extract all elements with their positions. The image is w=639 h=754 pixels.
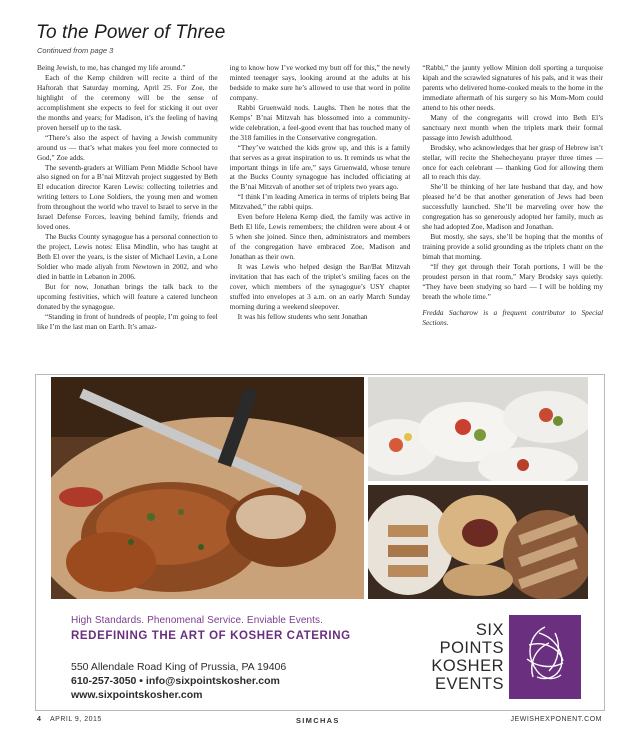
paragraph: The seventh-graders at William Penn Middle School have also signed on for a B’nai Mitzvah project suggested by Beth El education director Karen Lewis: collecting toiletries and writing letters to Lone Soldiers, the young men and women from throughout the world who travel to Israel to serve in the Israel Defense Forces, leaving behind family, friends and loved ones. xyxy=(37,162,218,232)
paragraph: “Standing in front of hundreds of people, I’m going to feel like I’m the last man on Earth. It’s amaz- xyxy=(37,311,218,331)
paragraph: Many of the congregants will crowd into Beth El’s sanctuary next month when the triplets mark their formal passage into Jewish adulthood. xyxy=(422,112,604,142)
brand-wordmark xyxy=(404,621,504,693)
page-number: 4 xyxy=(37,716,41,723)
paragraph: ing to know how I’ve worked my butt off for this,” the newly minted teenager says, looking around at the adults at his bedside to make sure he’s allowed to use that word in polite company. xyxy=(229,63,411,102)
food-photo-collage xyxy=(51,377,588,599)
paragraph: Being Jewish, to me, has changed my life around.” xyxy=(37,63,186,72)
paragraph: “There’s also the aspect of having a Jewish community around us — that’s what makes you feel more connected to God,” Zoe adds. xyxy=(37,132,218,162)
paragraph: Rabbi Gruenwald nods. Laughs. Then he notes that the Kemps’ B’nai Mitzvah has blossomed into a community-wide celebration, a feel-good event that has touched many of the 318 families in the Conservative congregation. xyxy=(229,102,411,142)
paragraph: “Rabbi,” the jaunty yellow Minion doll sporting a turquoise kipah and the scrawled signatures of his pals, and it was their parents who delivered home-cooked meals to the home in the immediate aftermath of his surgery so his Mom-Mom could attend to his other needs. xyxy=(422,63,604,112)
paragraph: She’ll be thinking of her late husband that day, and how pleased he’d be that another generation of Jews had been successfully launched. She’ll be marveling over how the congregation has so generously adopted her family, much as she had adopted Zoe, Madison and Jonathan. xyxy=(422,182,604,232)
brand-line: EVENTS xyxy=(434,675,504,693)
brand-line: SIX xyxy=(475,621,504,639)
catering-advertisement xyxy=(35,374,605,711)
page-footer xyxy=(0,716,639,728)
article-body xyxy=(37,63,603,368)
paragraph: “They’ve watched the kids grow up, and this is a family that serves as a great inspiration to us. It reminds us what the important things in life are,” says Gruenwald, whose tenure at the Bucks County synagogue has included officiating at the B’nai Mitzvah of another set of triplets two years ago. xyxy=(229,142,411,192)
paragraph: But mostly, she says, she’ll be hoping that the months of training provide a solid grounding as the triplets chant on the bimah that morning. xyxy=(422,232,604,262)
article-column-2 xyxy=(230,63,411,368)
author-byline: Fredda Sacharow is a frequent contributor to Special Sections. xyxy=(422,307,604,327)
six-points-logo-icon xyxy=(509,615,581,699)
publication-website: JEWISHEXPONENT.COM xyxy=(510,716,602,723)
paragraph: It was his fellow students who sent Jonathan xyxy=(237,311,368,321)
brand-line: POINTS xyxy=(439,639,504,657)
paragraph: “I think I’m leading America in terms of triplets being Bar Mitzvahed,” the rabbi quips. xyxy=(229,192,411,212)
ad-headline: REDEFINING THE ART OF KOSHER CATERING xyxy=(71,630,351,642)
article-column-3 xyxy=(422,63,603,368)
continued-note: Continued from page 3 xyxy=(37,46,114,55)
paragraph: “If they get through their Torah portions, I will be the proudest person in that room,” Mary Brodsky says quietly. “They have been studying so hard — I will be holding my breath the whole time.” xyxy=(422,262,604,301)
brand-line: KOSHER xyxy=(431,657,504,675)
ad-copy xyxy=(71,615,351,642)
issue-date: APRIL 9, 2015 xyxy=(50,716,102,723)
paragraph: It was Lewis who helped design the Bar/Bat Mitzvah invitation that has each of the triplet’s smiling faces on the cover, which members of the synagogue’s USY chapter stuffed into envelopes at 3 a.m. on an early March Sunday morning during a weekend sleepover. xyxy=(229,262,411,311)
section-name: SIMCHAS xyxy=(296,716,340,725)
article-title: To the Power of Three xyxy=(36,22,226,43)
paragraph: Even before Helena Kemp died, the family was active in Beth El life, Lewis remembers; the children were about 4 or 5 when she joined. Since then, administrators and members of the congregation have embraced Zoe, Madison and Jonathan as their own. xyxy=(229,212,411,262)
article-column-1 xyxy=(37,63,218,368)
ad-website: www.sixpointskosher.com xyxy=(71,689,203,701)
pastries-photo xyxy=(368,485,588,599)
ad-tagline: High Standards. Phenomenal Service. Enviable Events. xyxy=(71,615,324,626)
ad-address: 550 Allendale Road King of Prussia, PA 19406 xyxy=(71,661,287,673)
paragraph: The Bucks County synagogue has a personal connection to the project, Lewis notes: Elisa Mindlin, who has taught at Beth El over the years, is the sister of Michael Levin, a Lone Soldier who made aliyah from Newtown in 2002, and who died in battle in Lebanon in 2006. xyxy=(37,232,218,282)
appetizer-plates-photo xyxy=(368,377,588,481)
ad-phone-email: 610-257-3050 • info@sixpointskosher.com xyxy=(71,675,280,687)
carving-meat-photo xyxy=(51,377,364,599)
paragraph: Each of the Kemp children will recite a third of the Haftorah that Saturday morning, April 25. For Zoe, the highlight of the ceremony will be the sense of accomplishment she expects to feel for sticking it out over the months and years; for Madison, it’s the feeling of having proven herself up to the task. xyxy=(37,72,218,132)
paragraph: But for now, Jonathan brings the talk back to the upcoming festivities, which will feature a catered luncheon donated by the synagogue. xyxy=(37,281,218,311)
paragraph: Brodsky, who acknowledges that her grasp of Hebrew isn’t stellar, will recite the Shehecheyanu prayer three times — once for each celebrant — thanking God for allowing them all to reach this day. xyxy=(422,142,604,182)
